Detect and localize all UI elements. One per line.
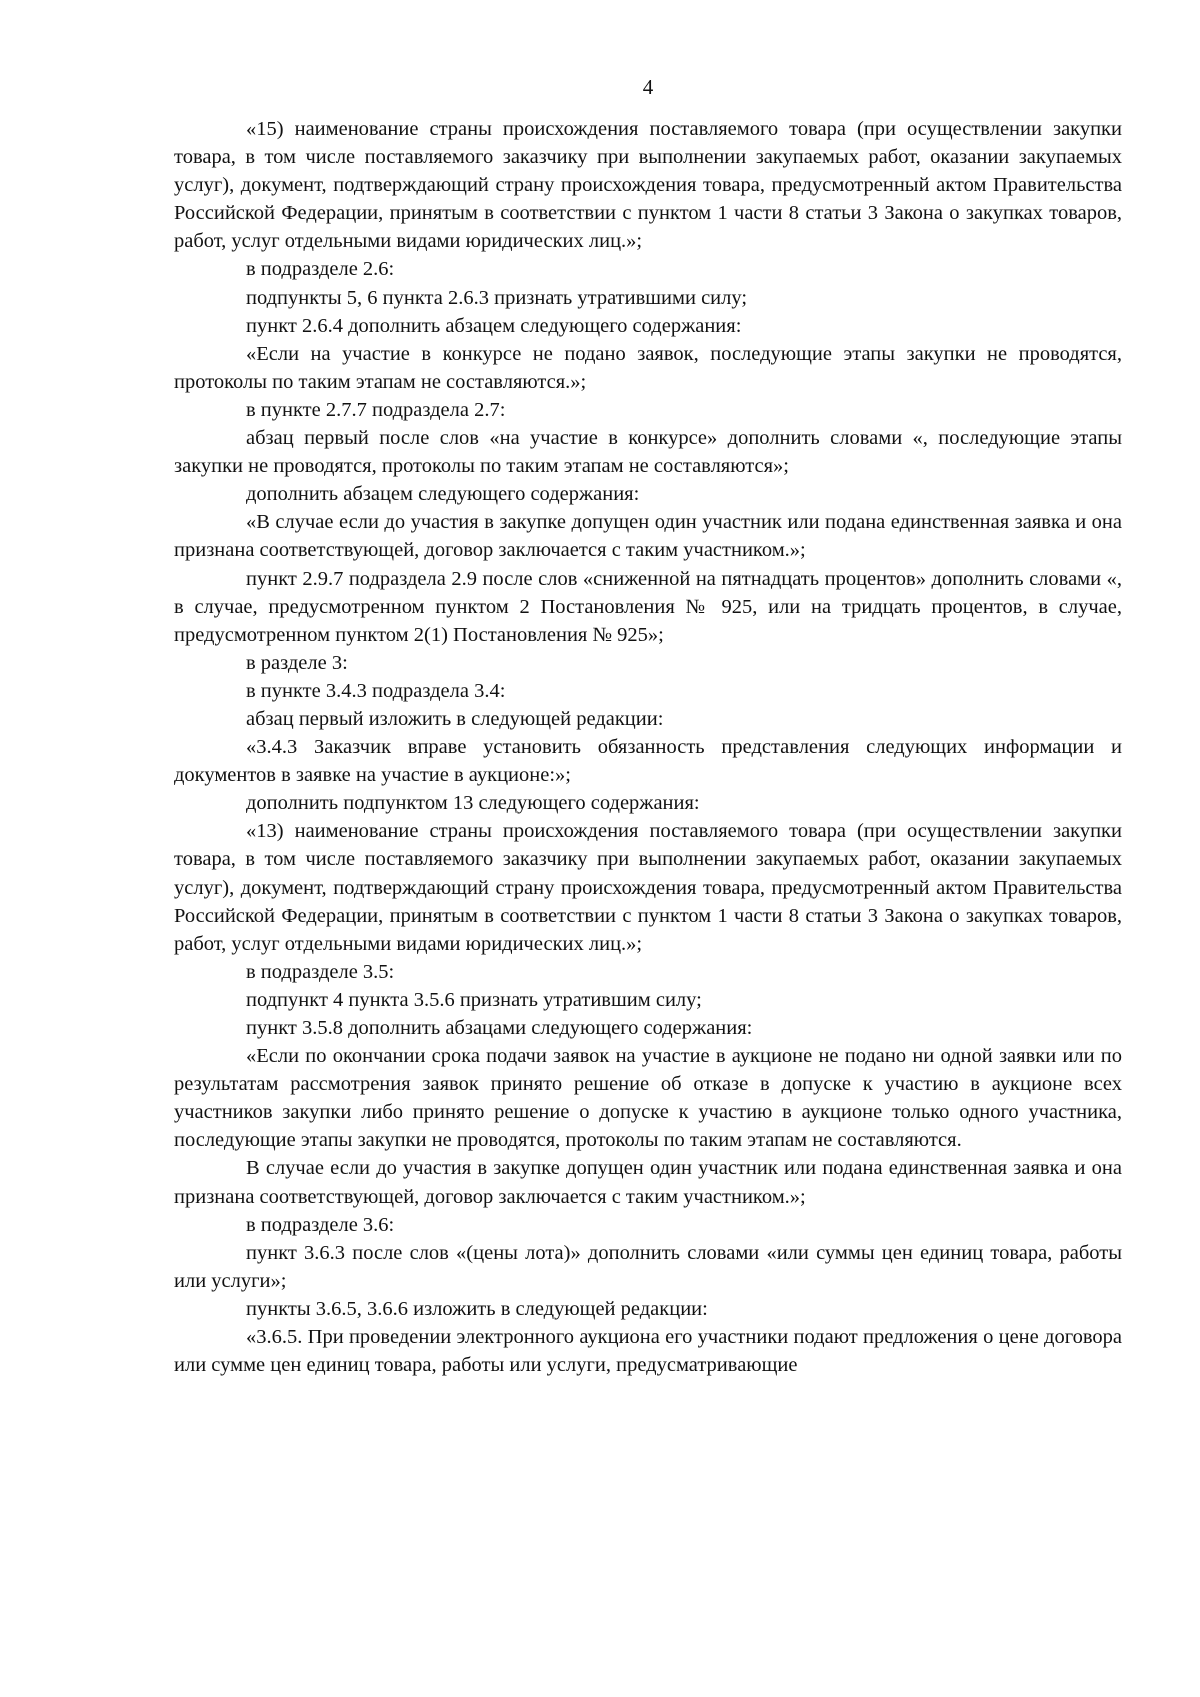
paragraph-3-4-3: в пункте 3.4.3 подраздела 3.4: (246, 679, 506, 702)
paragraph-3-6-3: пункт 3.6.3 после слов «(цены лота)» дополнить словами «или суммы цен единиц товара, работы или услуги»; (174, 1241, 1122, 1292)
paragraph-add-abzac: дополнить абзацем следующего содержания: (246, 483, 640, 506)
paragraph-section-3: в разделе 3: (246, 651, 348, 674)
document-page (174, 0, 1122, 1697)
paragraph-subsection-3-5: в подразделе 3.5: (246, 960, 395, 983)
paragraph-auction-no-bids-quote: «Если по окончании срока подачи заявок на участие в аукционе не подано ни одной заявки или по результатам рассмотрения заявок принято решение об отказе в допуске к участию в аукционе всех участников закупки либо принято решение о допуске к участию в аукционе только одного участника, последующие этапы закупки не проводятся, протоколы по таким этапам не составляются. (174, 1045, 1122, 1152)
paragraph-first-abzac: абзац первый изложить в следующей редакции: (246, 707, 664, 730)
paragraph-3-5-8: пункт 3.5.8 дополнить абзацами следующего содержания: (246, 1017, 753, 1039)
paragraph-3-6-5-3-6-6: пункты 3.6.5, 3.6.6 изложить в следующей редакции: (246, 1297, 708, 1320)
paragraph-3-6-5-quote: «3.6.5. При проведении электронного аукциона его участники подают предложения о цене договора или сумме цен единиц товара, работы или услуги, предусматривающие (174, 1326, 1122, 1377)
paragraph-no-bids-quote: «Если на участие в конкурсе не подано заявок, последующие этапы закупки не проводятся, протоколы по таким этапам не составляются.»; (174, 342, 1122, 393)
paragraph-amend-13: «13) наименование страны происхождения поставляемого товара (при осуществлении закупки товара, в том числе поставляемого заказчику при выполнении закупаемых работ, оказании закупаемых услуг), документ, подтверждающий страну происхождения товара, предусмотренный актом Правительства Российской Федерации, принятым в соответствии с пунктом 1 части 8 статьи 3 Закона о закупках товаров, работ, услуг отдельными видами юридических лиц.»; (174, 820, 1122, 955)
paragraph-subsection-3-6: в подразделе 3.6: (246, 1213, 395, 1236)
paragraph-2-9-7: пункт 2.9.7 подраздела 2.9 после слов «сниженной на пятнадцать процентов» дополнить словами «, в случае, предусмотренном пунктом 2 Постановления № 925, или на тридцать процентов, в случае, предусмотренном пунктом 2(1) Постановления № 925»; (174, 567, 1122, 646)
paragraph-2-7-7-first: абзац первый после слов «на участие в конкурсе» дополнить словами «, последующие этапы закупки не проводятся, протоколы по таким этапам не составляются»; (174, 427, 1122, 478)
document-body (174, 115, 1122, 1379)
page-number: 4 (642, 75, 654, 99)
paragraph-amend-15: «15) наименование страны происхождения поставляемого товара (при осуществлении закупки товара, в том числе поставляемого заказчику при выполнении закупаемых работ, оказании закупаемых услуг), документ, подтверждающий страну происхождения товара, предусмотренный актом Правительства Российской Федерации, принятым в соответствии с пунктом 1 части 8 статьи 3 Закона о закупках товаров, работ, услуг отдельными видами юридических лиц.»; (174, 118, 1122, 253)
paragraph-3-4-3-quote: «3.4.3 Заказчик вправе установить обязанность представления следующих информации и документов в заявке на участие в аукционе:»; (174, 736, 1122, 787)
paragraph-add-13: дополнить подпунктом 13 следующего содержания: (246, 792, 700, 815)
paragraph-subsection-2-6: в подразделе 2.6: (246, 258, 395, 281)
paragraph-single-participant-quote: «В случае если до участия в закупке допущен один участник или подана единственная заявка и она признана соответствующей, договор заключается с таким участником.»; (174, 511, 1122, 562)
paragraph-3-5-6: подпункт 4 пункта 3.5.6 признать утратившим силу; (246, 988, 702, 1011)
paragraph-auction-single-participant: В случае если до участия в закупке допущен один участник или подана единственная заявка и она признана соответствующей, договор заключается с таким участником.»; (174, 1157, 1122, 1208)
paragraph-2-6-3: подпункты 5, 6 пункта 2.6.3 признать утратившими силу; (246, 286, 748, 309)
paragraph-2-6-4: пункт 2.6.4 дополнить абзацем следующего содержания: (246, 314, 742, 337)
paragraph-2-7-7: в пункте 2.7.7 подраздела 2.7: (246, 398, 506, 421)
